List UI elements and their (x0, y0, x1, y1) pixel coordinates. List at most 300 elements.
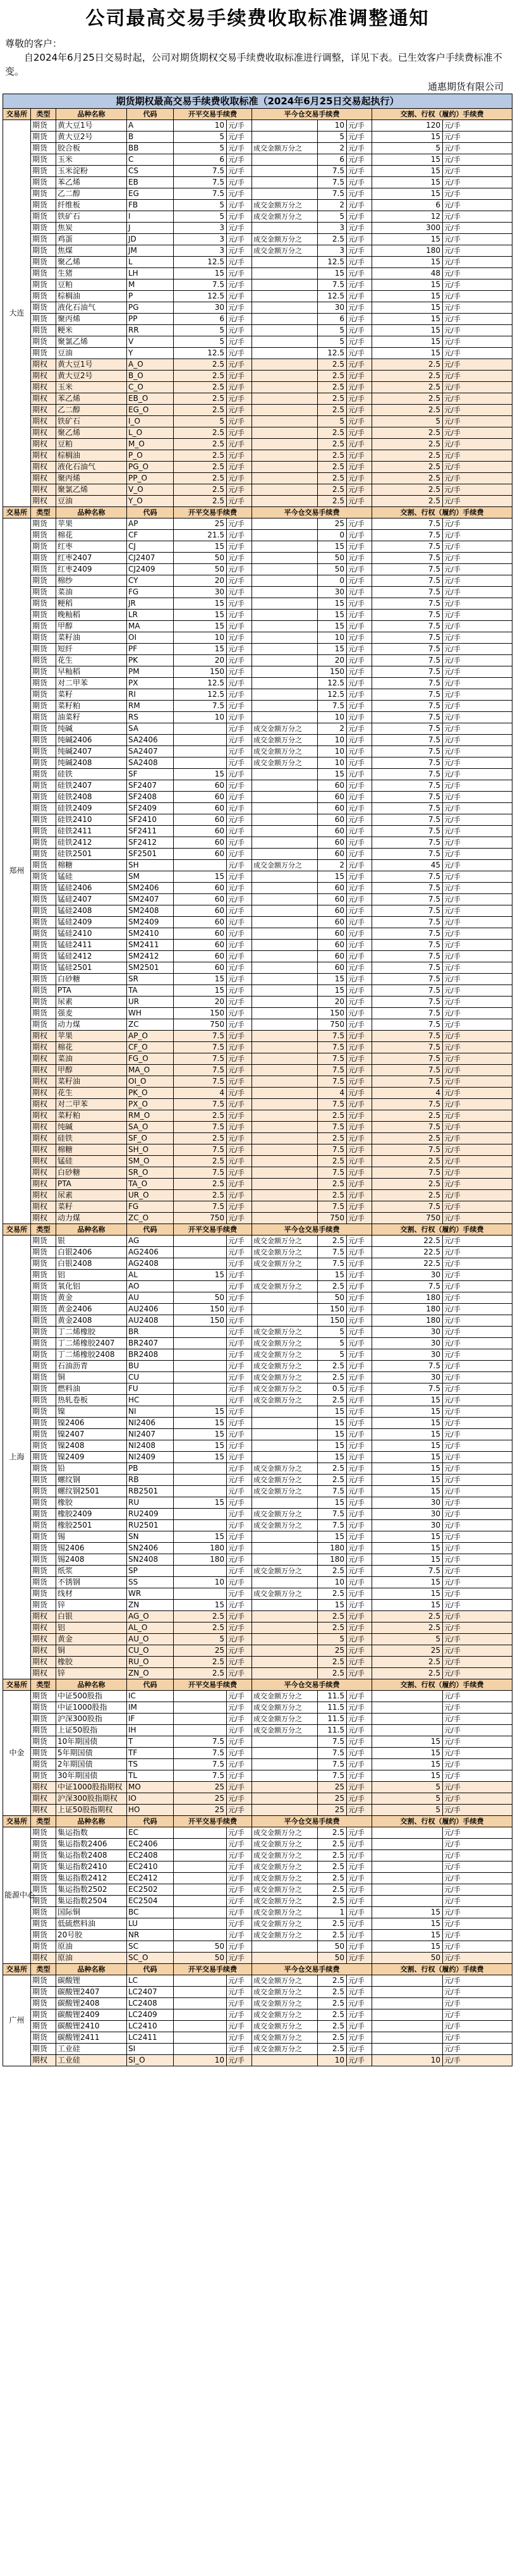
product-name-cell: 纯碱2408 (56, 757, 127, 769)
open-fee-unit: 元/手 (227, 1531, 252, 1543)
product-name-cell: 丁二烯橡胶2407 (56, 1338, 127, 1349)
delivery-unit: 元/手 (443, 1179, 512, 1190)
close-today-note (252, 1099, 318, 1110)
open-fee-cell (174, 1361, 227, 1372)
table-row (3, 1588, 512, 1600)
delivery-unit: 元/手 (443, 2032, 512, 2044)
code-cell: SF2410 (127, 814, 174, 826)
greeting: 尊敬的客户： (5, 38, 63, 49)
open-fee-unit: 元/手 (227, 1327, 252, 1338)
type-cell: 期权 (31, 1622, 56, 1634)
close-today-fee-cell: 60 (318, 780, 347, 792)
close-today-fee-cell: 2.5 (318, 1110, 347, 1122)
close-today-note (252, 530, 318, 541)
product-name-cell: 焦炭 (56, 223, 127, 234)
open-fee-cell (174, 2009, 227, 2021)
close-today-unit: 元/手 (347, 1418, 372, 1429)
product-name-cell: 纯碱 (56, 723, 127, 735)
table-row (3, 928, 512, 940)
open-fee-cell (174, 1372, 227, 1383)
close-today-note: 成交金额万分之 (252, 746, 318, 757)
open-fee-unit: 元/手 (227, 1179, 252, 1190)
open-fee-unit: 元/手 (227, 1406, 252, 1418)
delivery-fee-cell: 15 (372, 234, 443, 245)
close-today-note (252, 1782, 318, 1793)
code-cell: EC2412 (127, 1873, 174, 1884)
close-today-note: 成交金额万分之 (252, 757, 318, 769)
table-row (3, 120, 512, 132)
code-cell: FG (127, 1201, 174, 1213)
product-name-cell: 甲醇 (56, 621, 127, 632)
product-name-cell: 棕榈油 (56, 450, 127, 462)
open-fee-cell: 7.5 (174, 1770, 227, 1782)
column-header: 品种名称 (56, 1816, 127, 1827)
type-cell: 期货 (31, 1247, 56, 1258)
code-cell: M_O (127, 439, 174, 450)
type-cell: 期货 (31, 200, 56, 211)
close-today-note (252, 655, 318, 666)
product-name-cell: 黄金2406 (56, 1304, 127, 1315)
delivery-fee-cell: 7.5 (372, 849, 443, 860)
table-row (3, 143, 512, 154)
type-cell: 期权 (31, 496, 56, 507)
product-name-cell: 锰硅2408 (56, 905, 127, 917)
product-name-cell: 甲醇 (56, 1065, 127, 1076)
table-row (3, 883, 512, 894)
close-today-note (252, 1634, 318, 1645)
delivery-fee-cell (372, 1827, 443, 1839)
open-fee-cell (174, 1918, 227, 1930)
product-name-cell: 菜籽油 (56, 1076, 127, 1088)
close-today-note (252, 894, 318, 905)
product-name-cell: 镍2407 (56, 1429, 127, 1440)
open-fee-unit: 元/手 (227, 371, 252, 382)
open-fee-unit: 元/手 (227, 1031, 252, 1042)
table-row (3, 564, 512, 575)
table-row (3, 268, 512, 279)
close-today-fee-cell: 15 (318, 871, 347, 883)
close-today-note (252, 132, 318, 143)
product-name-cell: 燃料油 (56, 1383, 127, 1395)
close-today-note: 成交金额万分之 (252, 1998, 318, 2009)
table-row (3, 814, 512, 826)
code-cell: HO (127, 1805, 174, 1816)
table-row (3, 1611, 512, 1622)
delivery-fee-cell: 7.5 (372, 689, 443, 701)
product-name-cell: 对二甲苯 (56, 1099, 127, 1110)
table-row (3, 1190, 512, 1201)
table-row (3, 427, 512, 439)
code-cell: I (127, 211, 174, 223)
table-row (3, 1725, 512, 1736)
close-today-note (252, 462, 318, 473)
table-row (3, 1076, 512, 1088)
code-cell: PF (127, 644, 174, 655)
type-cell: 期货 (31, 1907, 56, 1918)
code-cell: IO (127, 1793, 174, 1805)
code-cell: LC2407 (127, 1987, 174, 1998)
type-cell: 期货 (31, 1748, 56, 1759)
delivery-fee-cell: 7.5 (372, 1065, 443, 1076)
type-cell: 期货 (31, 1452, 56, 1463)
delivery-fee-cell: 7.5 (372, 1281, 443, 1292)
table-row (3, 655, 512, 666)
code-cell: ZN (127, 1600, 174, 1611)
open-fee-cell: 2.5 (174, 1622, 227, 1634)
close-today-fee-cell: 11.5 (318, 1714, 347, 1725)
close-today-note (252, 610, 318, 621)
delivery-unit: 元/手 (443, 1736, 512, 1748)
delivery-fee-cell: 15 (372, 132, 443, 143)
type-cell: 期货 (31, 166, 56, 177)
column-header: 交割、行权（履约）手续费 (372, 1679, 512, 1691)
close-today-fee-cell: 2.5 (318, 393, 347, 405)
delivery-fee-cell (372, 1998, 443, 2009)
table-row (3, 257, 512, 268)
table-title: 期货期权最高交易手续费收取标准（2024年6月25日交易起执行） (3, 94, 512, 109)
type-cell: 期货 (31, 689, 56, 701)
close-today-note (252, 1190, 318, 1201)
delivery-unit: 元/手 (443, 1486, 512, 1497)
open-fee-unit: 元/手 (227, 234, 252, 245)
code-cell: SM2501 (127, 962, 174, 974)
close-today-note (252, 371, 318, 382)
close-today-fee-cell: 2.5 (318, 1395, 347, 1406)
product-name-cell: 纯碱2407 (56, 746, 127, 757)
close-today-unit: 元/手 (347, 849, 372, 860)
code-cell: NI2407 (127, 1429, 174, 1440)
type-cell: 期权 (31, 1611, 56, 1622)
close-today-fee-cell: 50 (318, 1941, 347, 1953)
type-cell: 期权 (31, 1201, 56, 1213)
open-fee-cell: 2.5 (174, 393, 227, 405)
product-name-cell: 10年期国债 (56, 1736, 127, 1748)
product-name-cell: 低硫燃料油 (56, 1918, 127, 1930)
type-cell: 期权 (31, 2055, 56, 2066)
code-cell: V_O (127, 484, 174, 496)
delivery-unit: 元/手 (443, 1497, 512, 1509)
close-today-note: 成交金额万分之 (252, 1987, 318, 1998)
product-name-cell: 黄大豆2号 (56, 132, 127, 143)
open-fee-unit: 元/手 (227, 257, 252, 268)
type-cell: 期货 (31, 905, 56, 917)
code-cell: UR (127, 997, 174, 1008)
product-name-cell: 苯乙烯 (56, 393, 127, 405)
close-today-note (252, 1042, 318, 1053)
open-fee-unit: 元/手 (227, 1782, 252, 1793)
close-today-fee-cell: 60 (318, 826, 347, 837)
delivery-unit: 元/手 (443, 1873, 512, 1884)
type-cell: 期货 (31, 1520, 56, 1531)
close-today-unit: 元/手 (347, 473, 372, 484)
open-fee-cell (174, 1873, 227, 1884)
table-row (3, 1281, 512, 1292)
open-fee-unit: 元/手 (227, 1861, 252, 1873)
close-today-unit: 元/手 (347, 1133, 372, 1144)
close-today-fee-cell: 12.5 (318, 689, 347, 701)
close-today-unit: 元/手 (347, 632, 372, 644)
open-fee-cell: 7.5 (174, 188, 227, 200)
delivery-unit: 元/手 (443, 1463, 512, 1475)
close-today-unit: 元/手 (347, 234, 372, 245)
product-name-cell: 硅铁2408 (56, 792, 127, 803)
product-name-cell: 锰硅2410 (56, 928, 127, 940)
open-fee-unit: 元/手 (227, 2032, 252, 2044)
code-cell: EC (127, 1827, 174, 1839)
table-row (3, 314, 512, 325)
open-fee-unit: 元/手 (227, 1907, 252, 1918)
open-fee-unit: 元/手 (227, 2021, 252, 2032)
code-cell: SN2408 (127, 1554, 174, 1566)
product-name-cell: 菜籽粕 (56, 1110, 127, 1122)
open-fee-unit: 元/手 (227, 1486, 252, 1497)
exchange-cell: 中金 (3, 1691, 31, 1816)
close-today-note (252, 1110, 318, 1122)
open-fee-unit: 元/手 (227, 382, 252, 393)
delivery-fee-cell: 5 (372, 416, 443, 427)
open-fee-cell: 15 (174, 1452, 227, 1463)
close-today-fee-cell: 2 (318, 143, 347, 154)
delivery-fee-cell: 7.5 (372, 917, 443, 928)
table-row (3, 393, 512, 405)
delivery-fee-cell: 7.5 (372, 541, 443, 553)
close-today-fee-cell: 0 (318, 575, 347, 587)
product-name-cell: 硅铁 (56, 769, 127, 780)
type-cell: 期权 (31, 405, 56, 416)
close-today-unit: 元/手 (347, 450, 372, 462)
delivery-fee-cell: 15 (372, 325, 443, 336)
delivery-unit: 元/手 (443, 746, 512, 757)
table-row (3, 803, 512, 814)
open-fee-cell: 5 (174, 416, 227, 427)
table-row (3, 1440, 512, 1452)
delivery-unit: 元/手 (443, 940, 512, 951)
close-today-note: 成交金额万分之 (252, 234, 318, 245)
type-cell: 期权 (31, 1190, 56, 1201)
close-today-unit: 元/手 (347, 769, 372, 780)
open-fee-cell: 60 (174, 905, 227, 917)
close-today-unit: 元/手 (347, 1053, 372, 1065)
close-today-fee-cell: 60 (318, 951, 347, 962)
close-today-note (252, 1167, 318, 1179)
close-today-unit: 元/手 (347, 1327, 372, 1338)
close-today-note (252, 177, 318, 188)
product-name-cell: 硅铁2407 (56, 780, 127, 792)
table-row (3, 621, 512, 632)
close-today-note (252, 553, 318, 564)
close-today-fee-cell: 15 (318, 644, 347, 655)
open-fee-cell: 2.5 (174, 1657, 227, 1668)
product-name-cell: 黄大豆1号 (56, 359, 127, 371)
table-row (3, 234, 512, 245)
close-today-fee-cell: 5 (318, 416, 347, 427)
close-today-unit: 元/手 (347, 1657, 372, 1668)
close-today-note (252, 712, 318, 723)
close-today-fee-cell: 7.5 (318, 188, 347, 200)
delivery-unit: 元/手 (443, 541, 512, 553)
open-fee-cell: 2.5 (174, 496, 227, 507)
table-row (3, 1736, 512, 1748)
close-today-note (252, 780, 318, 792)
close-today-note: 成交金额万分之 (252, 1850, 318, 1861)
table-row (3, 849, 512, 860)
type-cell: 期货 (31, 757, 56, 769)
close-today-unit: 元/手 (347, 1953, 372, 1964)
open-fee-unit: 元/手 (227, 325, 252, 336)
delivery-fee-cell: 30 (372, 1509, 443, 1520)
close-today-fee-cell: 150 (318, 1304, 347, 1315)
product-name-cell: 豆油 (56, 348, 127, 359)
close-today-note (252, 405, 318, 416)
open-fee-cell (174, 1509, 227, 1520)
code-cell: NI (127, 1406, 174, 1418)
close-today-note (252, 1543, 318, 1554)
delivery-fee-cell: 7.5 (372, 1031, 443, 1042)
delivery-fee-cell (372, 1691, 443, 1702)
close-today-unit: 元/手 (347, 1873, 372, 1884)
product-name-cell: 白银2408 (56, 1258, 127, 1270)
delivery-fee-cell: 15 (372, 1736, 443, 1748)
open-fee-cell: 20 (174, 997, 227, 1008)
code-cell: SP (127, 1566, 174, 1577)
delivery-fee-cell: 2.5 (372, 1622, 443, 1634)
type-cell: 期权 (31, 1099, 56, 1110)
table-row (3, 166, 512, 177)
open-fee-unit: 元/手 (227, 1088, 252, 1099)
product-name-cell: 集运指数 (56, 1827, 127, 1839)
table-row (3, 837, 512, 849)
product-name-cell: 早籼稻 (56, 666, 127, 678)
type-cell: 期货 (31, 1349, 56, 1361)
close-today-fee-cell: 2.5 (318, 1975, 347, 1987)
code-cell: LC2409 (127, 2009, 174, 2021)
code-cell: SA2408 (127, 757, 174, 769)
close-today-note (252, 450, 318, 462)
open-fee-cell: 3 (174, 234, 227, 245)
product-name-cell: 短纤 (56, 644, 127, 655)
open-fee-cell: 2.5 (174, 473, 227, 484)
code-cell: P_O (127, 450, 174, 462)
type-cell: 期权 (31, 1065, 56, 1076)
delivery-unit: 元/手 (443, 1475, 512, 1486)
open-fee-cell: 2.5 (174, 1133, 227, 1144)
close-today-note (252, 814, 318, 826)
close-today-fee-cell: 150 (318, 1315, 347, 1327)
type-cell: 期权 (31, 473, 56, 484)
close-today-unit: 元/手 (347, 1691, 372, 1702)
code-cell: FB (127, 200, 174, 211)
open-fee-cell: 5 (174, 200, 227, 211)
delivery-unit: 元/手 (443, 2009, 512, 2021)
close-today-note: 成交金额万分之 (252, 1349, 318, 1361)
code-cell: TF (127, 1748, 174, 1759)
close-today-fee-cell: 15 (318, 598, 347, 610)
delivery-fee-cell: 15 (372, 1440, 443, 1452)
open-fee-cell: 2.5 (174, 1668, 227, 1679)
code-cell: AL (127, 1270, 174, 1281)
delivery-unit: 元/手 (443, 1668, 512, 1679)
product-name-cell: 碳酸锂2410 (56, 2021, 127, 2032)
delivery-fee-cell: 5 (372, 1782, 443, 1793)
open-fee-unit: 元/手 (227, 1304, 252, 1315)
table-header-row (3, 1224, 512, 1236)
code-cell: LH (127, 268, 174, 279)
delivery-fee-cell: 15 (372, 1588, 443, 1600)
open-fee-cell: 60 (174, 826, 227, 837)
type-cell: 期货 (31, 1725, 56, 1736)
close-today-unit: 元/手 (347, 1338, 372, 1349)
delivery-unit: 元/手 (443, 1383, 512, 1395)
delivery-fee-cell: 7.5 (372, 587, 443, 598)
close-today-unit: 元/手 (347, 268, 372, 279)
delivery-unit: 元/手 (443, 1304, 512, 1315)
open-fee-unit: 元/手 (227, 154, 252, 166)
type-cell: 期货 (31, 211, 56, 223)
delivery-fee-cell: 2.5 (372, 450, 443, 462)
close-today-note (252, 1031, 318, 1042)
open-fee-unit: 元/手 (227, 1372, 252, 1383)
delivery-fee-cell: 15 (372, 1418, 443, 1429)
code-cell: PK (127, 655, 174, 666)
table-row (3, 1520, 512, 1531)
table-row (3, 1042, 512, 1053)
close-today-fee-cell: 60 (318, 894, 347, 905)
delivery-unit: 元/手 (443, 1588, 512, 1600)
open-fee-cell: 6 (174, 314, 227, 325)
code-cell: EC2410 (127, 1861, 174, 1873)
open-fee-unit: 元/手 (227, 1691, 252, 1702)
delivery-unit: 元/手 (443, 1406, 512, 1418)
type-cell: 期货 (31, 1941, 56, 1953)
product-name-cell: 乙二醇 (56, 188, 127, 200)
open-fee-cell: 15 (174, 871, 227, 883)
open-fee-cell: 20 (174, 575, 227, 587)
open-fee-cell: 15 (174, 268, 227, 279)
delivery-fee-cell (372, 2021, 443, 2032)
close-today-note: 成交金额万分之 (252, 1930, 318, 1941)
close-today-unit: 元/手 (347, 177, 372, 188)
open-fee-unit: 元/手 (227, 405, 252, 416)
open-fee-unit: 元/手 (227, 439, 252, 450)
table-row (3, 1509, 512, 1520)
code-cell: UR_O (127, 1190, 174, 1201)
delivery-unit: 元/手 (443, 1042, 512, 1053)
close-today-unit: 元/手 (347, 917, 372, 928)
type-cell: 期货 (31, 291, 56, 302)
delivery-unit: 元/手 (443, 1133, 512, 1144)
close-today-fee-cell: 15 (318, 621, 347, 632)
close-today-note (252, 348, 318, 359)
delivery-unit: 元/手 (443, 143, 512, 154)
table-row (3, 2009, 512, 2021)
open-fee-cell: 50 (174, 1292, 227, 1304)
table-row (3, 462, 512, 473)
code-cell: M (127, 279, 174, 291)
delivery-fee-cell: 15 (372, 1543, 443, 1554)
delivery-fee-cell: 7.5 (372, 666, 443, 678)
delivery-fee-cell: 7.5 (372, 1144, 443, 1156)
close-today-fee-cell: 7.5 (318, 1258, 347, 1270)
delivery-unit: 元/手 (443, 792, 512, 803)
code-cell: P (127, 291, 174, 302)
close-today-fee-cell: 2.5 (318, 1588, 347, 1600)
delivery-fee-cell: 7.5 (372, 735, 443, 746)
code-cell: SM_O (127, 1156, 174, 1167)
open-fee-cell (174, 1566, 227, 1577)
delivery-unit: 元/手 (443, 325, 512, 336)
delivery-unit: 元/手 (443, 314, 512, 325)
open-fee-cell: 2.5 (174, 427, 227, 439)
